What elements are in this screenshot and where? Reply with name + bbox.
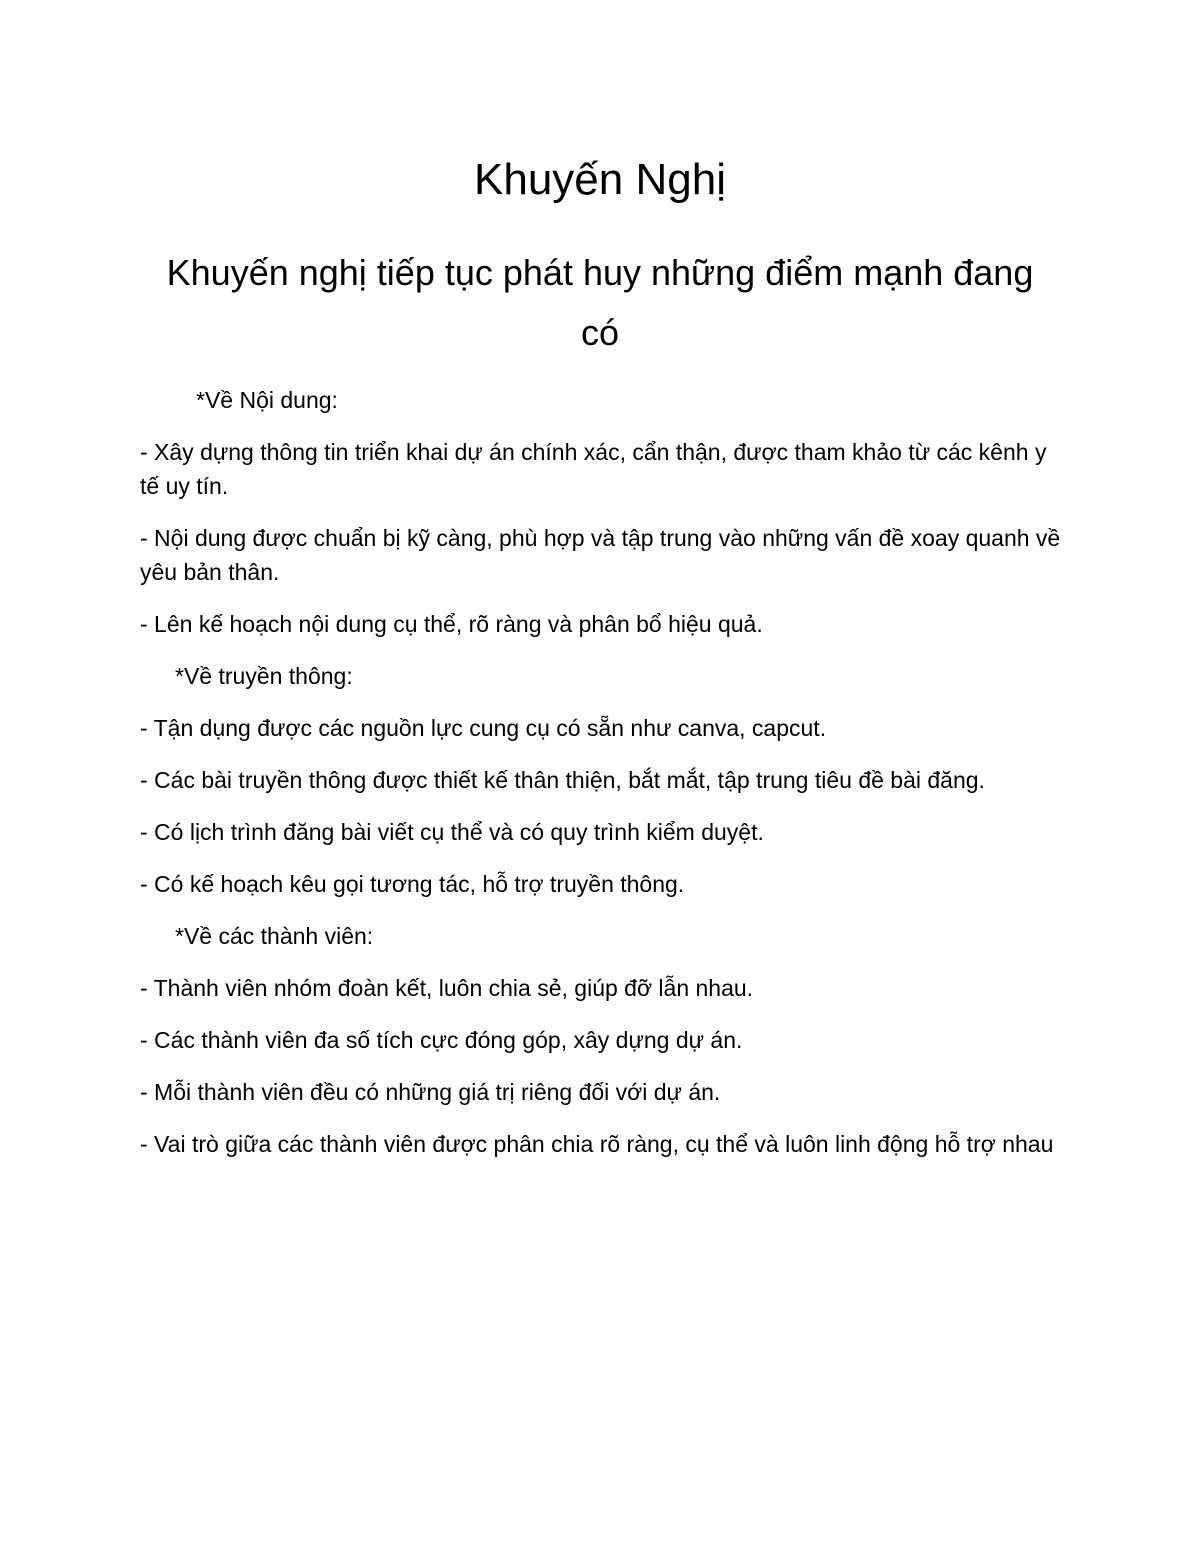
list-item: - Lên kế hoạch nội dung cụ thể, rõ ràng và phân bổ hiệu quả. (140, 611, 763, 637)
section-communication (140, 659, 1070, 901)
list-item: - Nội dung được chuẩn bị kỹ càng, phù hợp và tập trung vào những vấn đề xoay quanh về yêu bản thân. (140, 525, 1061, 585)
section-heading: *Về truyền thông: (175, 663, 353, 689)
list-item: - Có kế hoạch kêu gọi tương tác, hỗ trợ truyền thông. (140, 871, 685, 897)
list-item: - Thành viên nhóm đoàn kết, luôn chia sẻ, giúp đỡ lẫn nhau. (140, 975, 754, 1001)
list-item: - Các thành viên đa số tích cực đóng góp, xây dựng dự án. (140, 1027, 743, 1053)
page-subtitle: Khuyến nghị tiếp tục phát huy những điểm mạnh đang có (166, 252, 1034, 353)
list-item: - Tận dụng được các nguồn lực cung cụ có sẵn như canva, capcut. (140, 715, 827, 741)
section-heading: *Về các thành viên: (175, 923, 374, 949)
section-heading: *Về Nội dung: (196, 387, 338, 413)
section-members (140, 919, 1070, 1161)
section-content (140, 383, 1070, 641)
page-title: Khuyến Nghị (474, 155, 726, 204)
list-item: - Xây dựng thông tin triển khai dự án chính xác, cẩn thận, được tham khảo từ các kênh y tế uy tín. (140, 439, 1047, 499)
list-item: - Các bài truyền thông được thiết kế thân thiện, bắt mắt, tập trung tiêu đề bài đăng. (140, 767, 985, 793)
document-body (140, 383, 1070, 1179)
list-item: - Có lịch trình đăng bài viết cụ thể và có quy trình kiểm duyệt. (140, 819, 764, 845)
list-item: - Vai trò giữa các thành viên được phân chia rõ ràng, cụ thể và luôn linh động hỗ trợ nhau (140, 1131, 1054, 1157)
list-item: - Mỗi thành viên đều có những giá trị riêng đối với dự án. (140, 1079, 721, 1105)
